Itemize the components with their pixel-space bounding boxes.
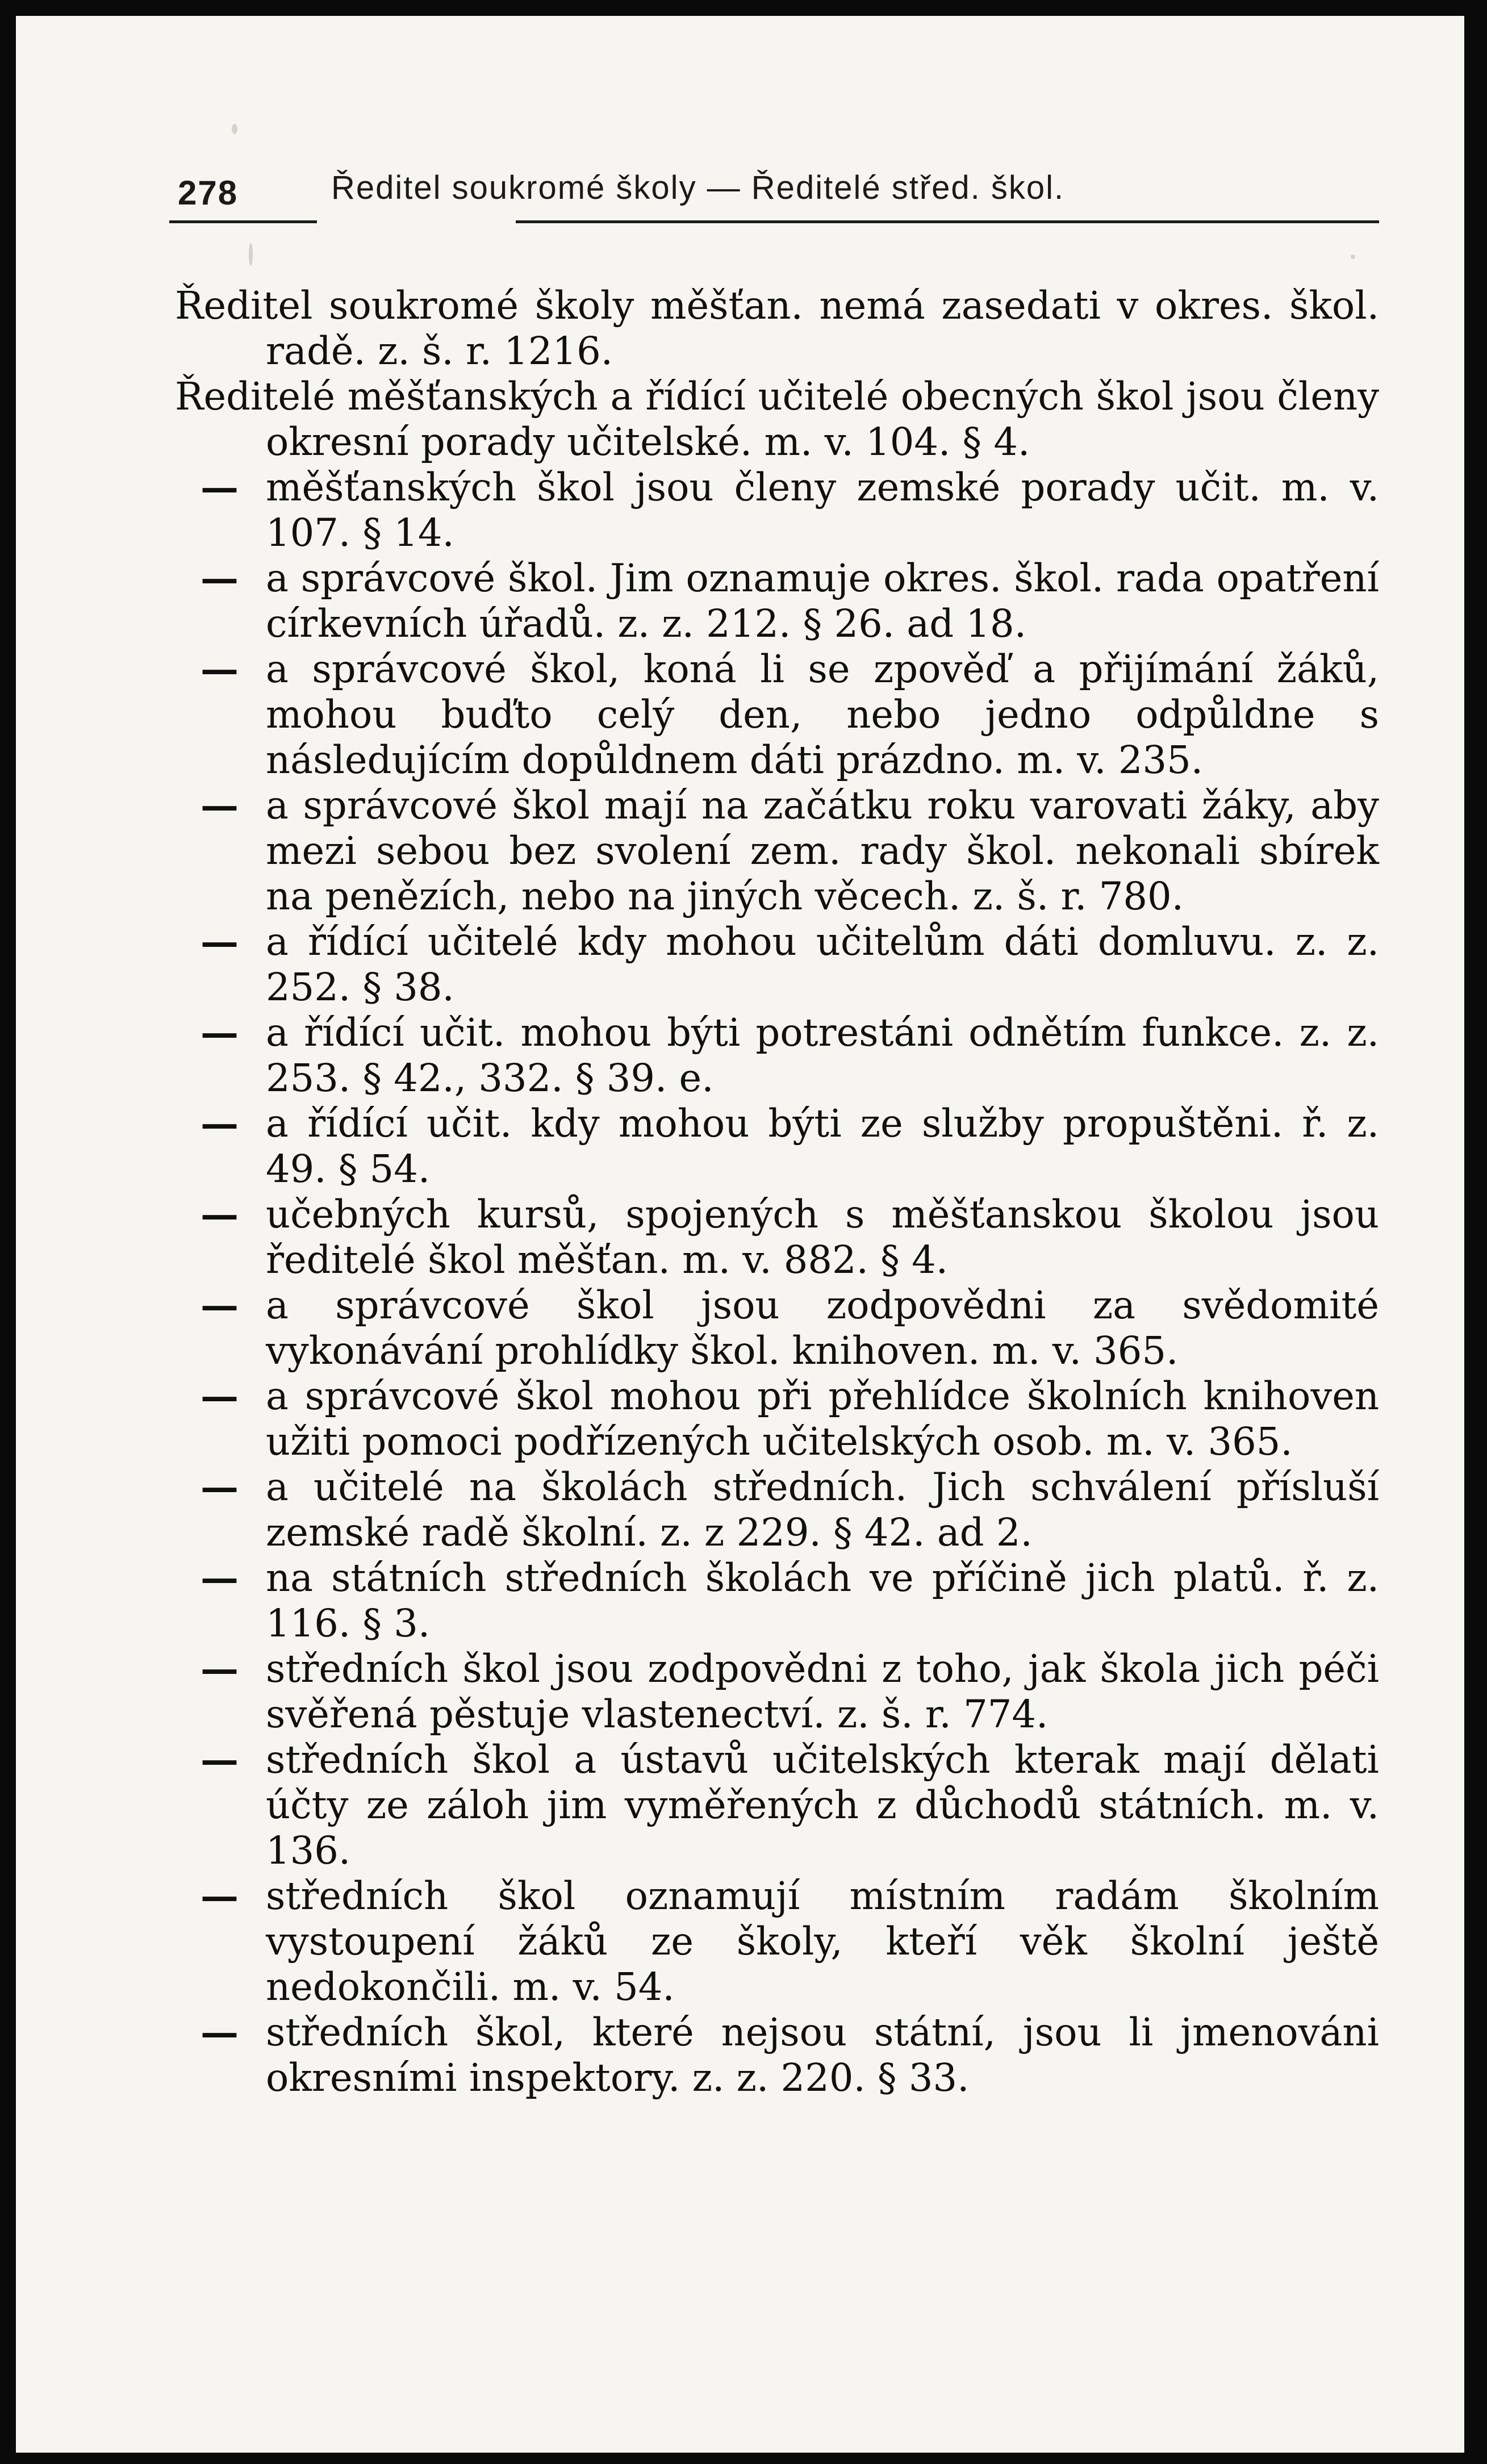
entry-text: a správcové škol. Jim oznamuje okres. škol. rada opatření církevních úřadů. z. z. 212. § 26. ad 18. xyxy=(266,556,1379,646)
entry-list xyxy=(175,283,1379,2100)
entry-text: a správcové škol jsou zodpovědni za svědomité vykonávání prohlídky škol. knihoven. m. v. 365. xyxy=(266,1283,1379,1373)
entry-text: a správcové škol mají na začátku roku varovati žáky, aby mezi sebou bez svolení zem. rady škol. nekonali sbírek na penězích, nebo na jiných věcech. z. š. r. 780. xyxy=(266,783,1379,918)
entry-dash: — xyxy=(201,1192,239,1237)
entry-dash: — xyxy=(201,646,239,691)
entry-dash: — xyxy=(201,1555,239,1600)
paper-smudge xyxy=(1351,254,1355,259)
entry xyxy=(175,646,1379,783)
entry xyxy=(175,1010,1379,1101)
paper-smudge xyxy=(232,124,237,134)
entry xyxy=(175,1373,1379,1464)
header-rule-right xyxy=(516,220,1379,223)
entry xyxy=(175,465,1379,556)
entry-text: a správcové škol mohou při přehlídce školních knihoven užiti pomoci podřízených učitelských osob. m. v. 365. xyxy=(266,1374,1379,1464)
entry-text: středních škol jsou zodpovědni z toho, jak škola jich péči svěřená pěstuje vlastenectví. z. š. r. 774. xyxy=(266,1647,1379,1736)
entry-dash: — xyxy=(201,2010,239,2054)
entry-text: a řídící učitelé kdy mohou učitelům dáti domluvu. z. z. 252. § 38. xyxy=(266,920,1379,1009)
entry-dash: — xyxy=(201,556,239,600)
entry-text: na státních středních školách ve příčině jich platů. ř. z. 116. § 3. xyxy=(266,1556,1379,1646)
entry-dash: — xyxy=(201,1373,239,1418)
entry-dash: — xyxy=(201,1464,239,1509)
paper-smudge xyxy=(249,243,253,266)
entry-text: učebných kursů, spojených s měšťanskou školou jsou ředitelé škol měšťan. m. v. 882. § 4. xyxy=(266,1192,1379,1282)
entry-text: a řídící učit. mohou býti potrestáni odnětím funkce. z. z. 253. § 42., 332. § 39. e. xyxy=(266,1010,1379,1100)
entry xyxy=(175,2010,1379,2100)
entry-text: Ředitelé měšťanských a řídící učitelé obecných škol jsou členy okresní porady učitelské. m. v. 104. § 4. xyxy=(175,374,1379,464)
entry xyxy=(175,1555,1379,1646)
entry-text: středních škol oznamují místním radám školním vystoupení žáků ze školy, kteří věk školní ještě nedokončili. m. v. 54. xyxy=(266,1874,1379,2009)
book-page xyxy=(16,16,1464,2453)
entry xyxy=(175,1737,1379,1873)
entry xyxy=(175,374,1379,465)
entry-dash: — xyxy=(201,919,239,964)
running-head xyxy=(169,161,1379,223)
entry xyxy=(175,1192,1379,1283)
page-number: 278 xyxy=(178,174,239,212)
entry xyxy=(175,1283,1379,1373)
entry-text: a učitelé na školách středních. Jich schválení přísluší zemské radě školní. z. z 229. § 42. ad 2. xyxy=(266,1465,1379,1555)
entry-text: měšťanských škol jsou členy zemské porady učit. m. v. 107. § 14. xyxy=(266,465,1379,555)
entry-dash: — xyxy=(201,1101,239,1146)
entry-dash: — xyxy=(201,1283,239,1327)
running-title: Ředitel soukromé školy — Ředitelé střed. škol. xyxy=(331,169,1065,206)
entry xyxy=(175,1464,1379,1555)
entry-text: středních škol a ústavů učitelských kterak mají dělati účty ze záloh jim vyměřených z důchodů státních. m. v. 136. xyxy=(266,1738,1379,1873)
entry xyxy=(175,556,1379,646)
entry-dash: — xyxy=(201,783,239,828)
entry-dash: — xyxy=(201,465,239,509)
entry xyxy=(175,283,1379,374)
entry xyxy=(175,1101,1379,1192)
entry xyxy=(175,1646,1379,1737)
entry xyxy=(175,1873,1379,2010)
entry-text: a řídící učit. kdy mohou býti ze služby propuštěni. ř. z. 49. § 54. xyxy=(266,1101,1379,1191)
entry-text: středních škol, které nejsou státní, jsou li jmenováni okresními inspektory. z. z. 220. § 33. xyxy=(266,2010,1379,2100)
entry xyxy=(175,919,1379,1010)
entry-dash: — xyxy=(201,1646,239,1691)
entry-dash: — xyxy=(201,1010,239,1055)
entry-dash: — xyxy=(201,1873,239,1918)
entry-dash: — xyxy=(201,1737,239,1782)
entry xyxy=(175,783,1379,919)
header-rule-left xyxy=(169,220,317,223)
entry-text: a správcové škol, koná li se zpověď a přijímání žáků, mohou buďto celý den, nebo jedno odpůldne s následujícím dopůldnem dáti prázdno. m. v. 235. xyxy=(266,647,1379,782)
entry-text: Ředitel soukromé školy měšťan. nemá zasedati v okres. škol. radě. z. š. r. 1216. xyxy=(175,283,1379,373)
